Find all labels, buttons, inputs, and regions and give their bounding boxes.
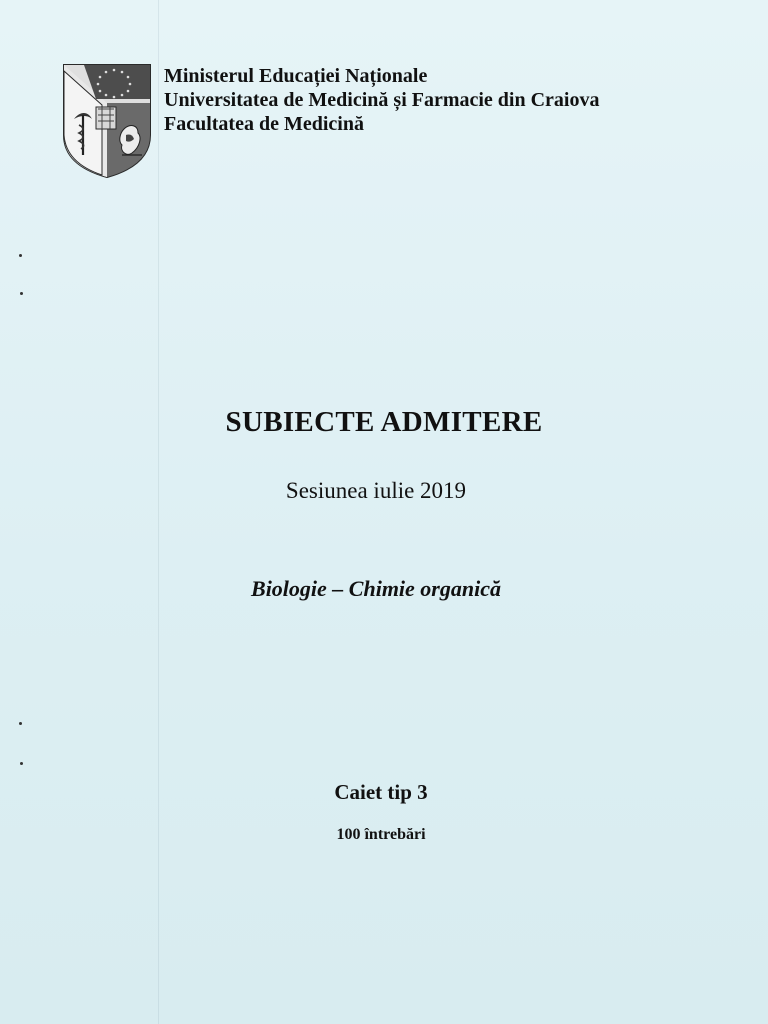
university-name: Universitatea de Medicină și Farmacie din Craiova (164, 89, 600, 111)
ministry-name: Ministerul Educației Naționale (164, 65, 428, 87)
faculty-name: Facultatea de Medicină (164, 113, 364, 135)
exam-session: Sesiunea iulie 2019 (285, 478, 467, 503)
booklet-type: Caiet tip 3 (334, 780, 428, 804)
question-count: 100 întrebări (336, 826, 426, 843)
institution-header (164, 64, 744, 136)
document-title: SUBIECTE ADMITERE (225, 406, 543, 438)
page-fold-line (158, 0, 159, 1024)
scan-speck (19, 722, 22, 725)
scan-speck (20, 762, 23, 765)
university-crest-icon (62, 63, 152, 179)
exam-subject: Biologie – Chimie organică (251, 576, 501, 601)
scan-speck (19, 254, 22, 257)
scan-speck (20, 292, 23, 295)
